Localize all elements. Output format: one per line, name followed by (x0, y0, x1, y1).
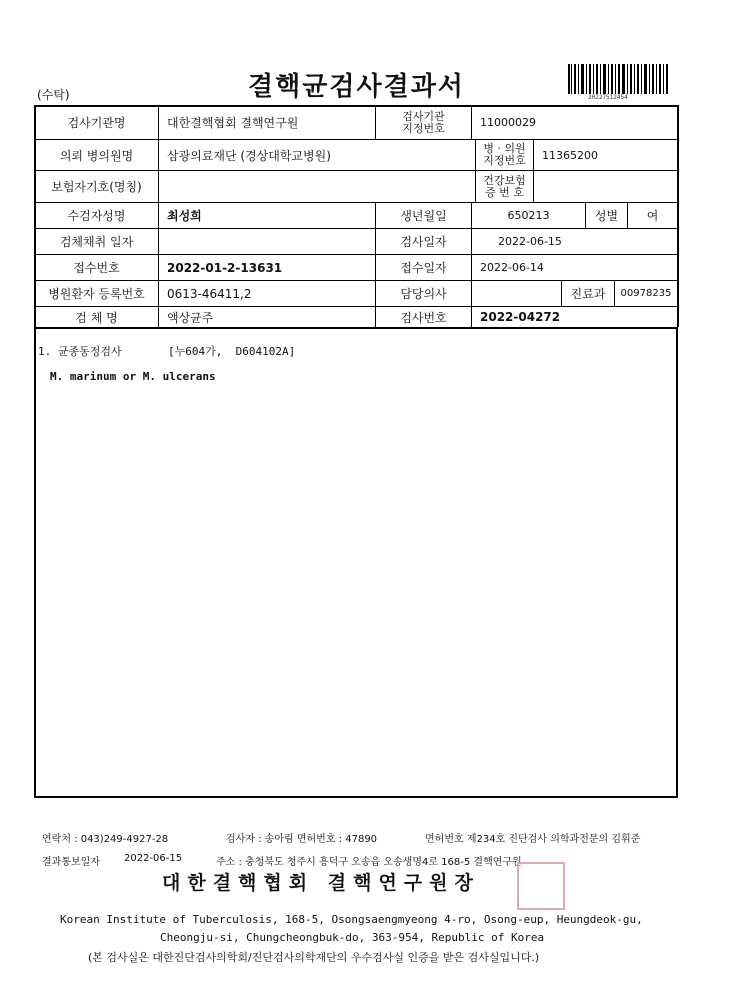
attending-doctor-value (472, 281, 561, 306)
insurance-number-label-line2: 증 번 호 (485, 185, 524, 199)
document-title: 결핵균검사결과서 (248, 72, 465, 102)
patient-registration-label: 병원환자 등록번호 (48, 287, 145, 301)
official-seal (517, 862, 565, 910)
insurer-code-label: 보험자기호(명칭) (51, 180, 142, 194)
agency-name-label: 검사기관명 (67, 116, 126, 130)
barcode-image (568, 64, 670, 94)
birth-date-label: 생년월일 (400, 209, 447, 223)
department-value: 00978235 (620, 288, 672, 299)
sex-label: 성별 (594, 209, 619, 223)
receipt-date-value: 2022-06-14 (480, 261, 544, 274)
specimen-name-label: 검 체 명 (75, 310, 118, 325)
agency-code-value: 11000029 (480, 116, 536, 129)
receipt-label: (수탁) (37, 88, 70, 102)
patient-registration-value: 0613-46411,2 (167, 286, 252, 301)
examiner-info: 검사자 : 송아림 면허번호 : 47890 (226, 834, 378, 845)
test-date-label: 검사일자 (400, 235, 447, 249)
english-address-line1: Korean Institute of Tuberculosis, 168-5, Osongsaengmyeong 4-ro, Osong-eup, Heungdeok-gu, (60, 913, 643, 926)
patient-name-label: 수검자성명 (67, 209, 126, 223)
attending-doctor-label: 담당의사 (400, 287, 447, 301)
hospital-code-label-line2: 지정번호 (483, 154, 526, 167)
collection-date-value (159, 229, 375, 254)
insurance-number-label (476, 171, 533, 202)
english-address-line2: Cheongju-si, Chungcheongbuk-do, 363-954, Republic of Korea (160, 931, 545, 944)
hospital-code-label-line1: 병 · 의원 (483, 142, 526, 155)
test-item-line: 1. 균종동정검사 [누604가, D604102A] (38, 345, 296, 358)
report-date-value: 2022-06-15 (124, 853, 183, 864)
agency-code-label-line2: 지정번호 (402, 121, 445, 135)
receipt-date-label: 접수일자 (400, 261, 447, 275)
doctor-info: 면허번호 제234호 진단검사 의학과전문의 김휘준 (425, 834, 641, 845)
agency-code-label (376, 106, 471, 139)
result-section (34, 327, 678, 798)
sex-value: 여 (646, 209, 659, 223)
insurance-number-value (534, 171, 677, 202)
korean-address: 주소 : 충청북도 청주시 흥덕구 오송읍 오송생명4로 168-5 결핵연구원 (216, 857, 522, 868)
test-number-label: 검사번호 (400, 310, 447, 325)
collection-date-label: 검체채취 일자 (59, 235, 134, 249)
specimen-name-value: 액상균주 (167, 310, 214, 325)
test-date-value: 2022-06-15 (498, 235, 562, 248)
receipt-number-value: 2022-01-2-13631 (167, 260, 283, 275)
patient-name-value: 최성희 (167, 209, 202, 223)
birth-date-value: 650213 (507, 209, 550, 222)
department-label: 진료과 (570, 287, 606, 301)
report-date-label: 결과통보일자 (42, 857, 100, 868)
hospital-code-value: 11365200 (542, 148, 598, 162)
certification-note: (본 검사실은 대한진단검사의학회/진단검사의학재단의 우수검사실 인증을 받은 검사실입니다.) (88, 951, 540, 964)
hospital-code-label (476, 140, 533, 170)
receipt-number-label: 접수번호 (73, 261, 120, 275)
test-number-value: 2022-04272 (480, 310, 561, 324)
result-organism: M. marinum or M. ulcerans (50, 370, 216, 383)
referring-hospital-value: 삼광의료재단 (경상대학교병원) (167, 148, 331, 163)
referring-hospital-label: 의뢰 병의원명 (59, 148, 134, 163)
institute-director-name: 대한결핵협회 결핵연구원장 (162, 872, 480, 894)
barcode-number: 20227512454 (588, 94, 628, 101)
insurer-code-value (159, 171, 475, 202)
agency-name-value: 대한결핵협회 결핵연구원 (167, 116, 299, 130)
contact-info: 연락처 : 043)249-4927-28 (42, 834, 169, 845)
insurance-number-label-line1: 건강보험 (483, 173, 526, 187)
agency-code-label-line1: 검사기관 (402, 109, 445, 123)
